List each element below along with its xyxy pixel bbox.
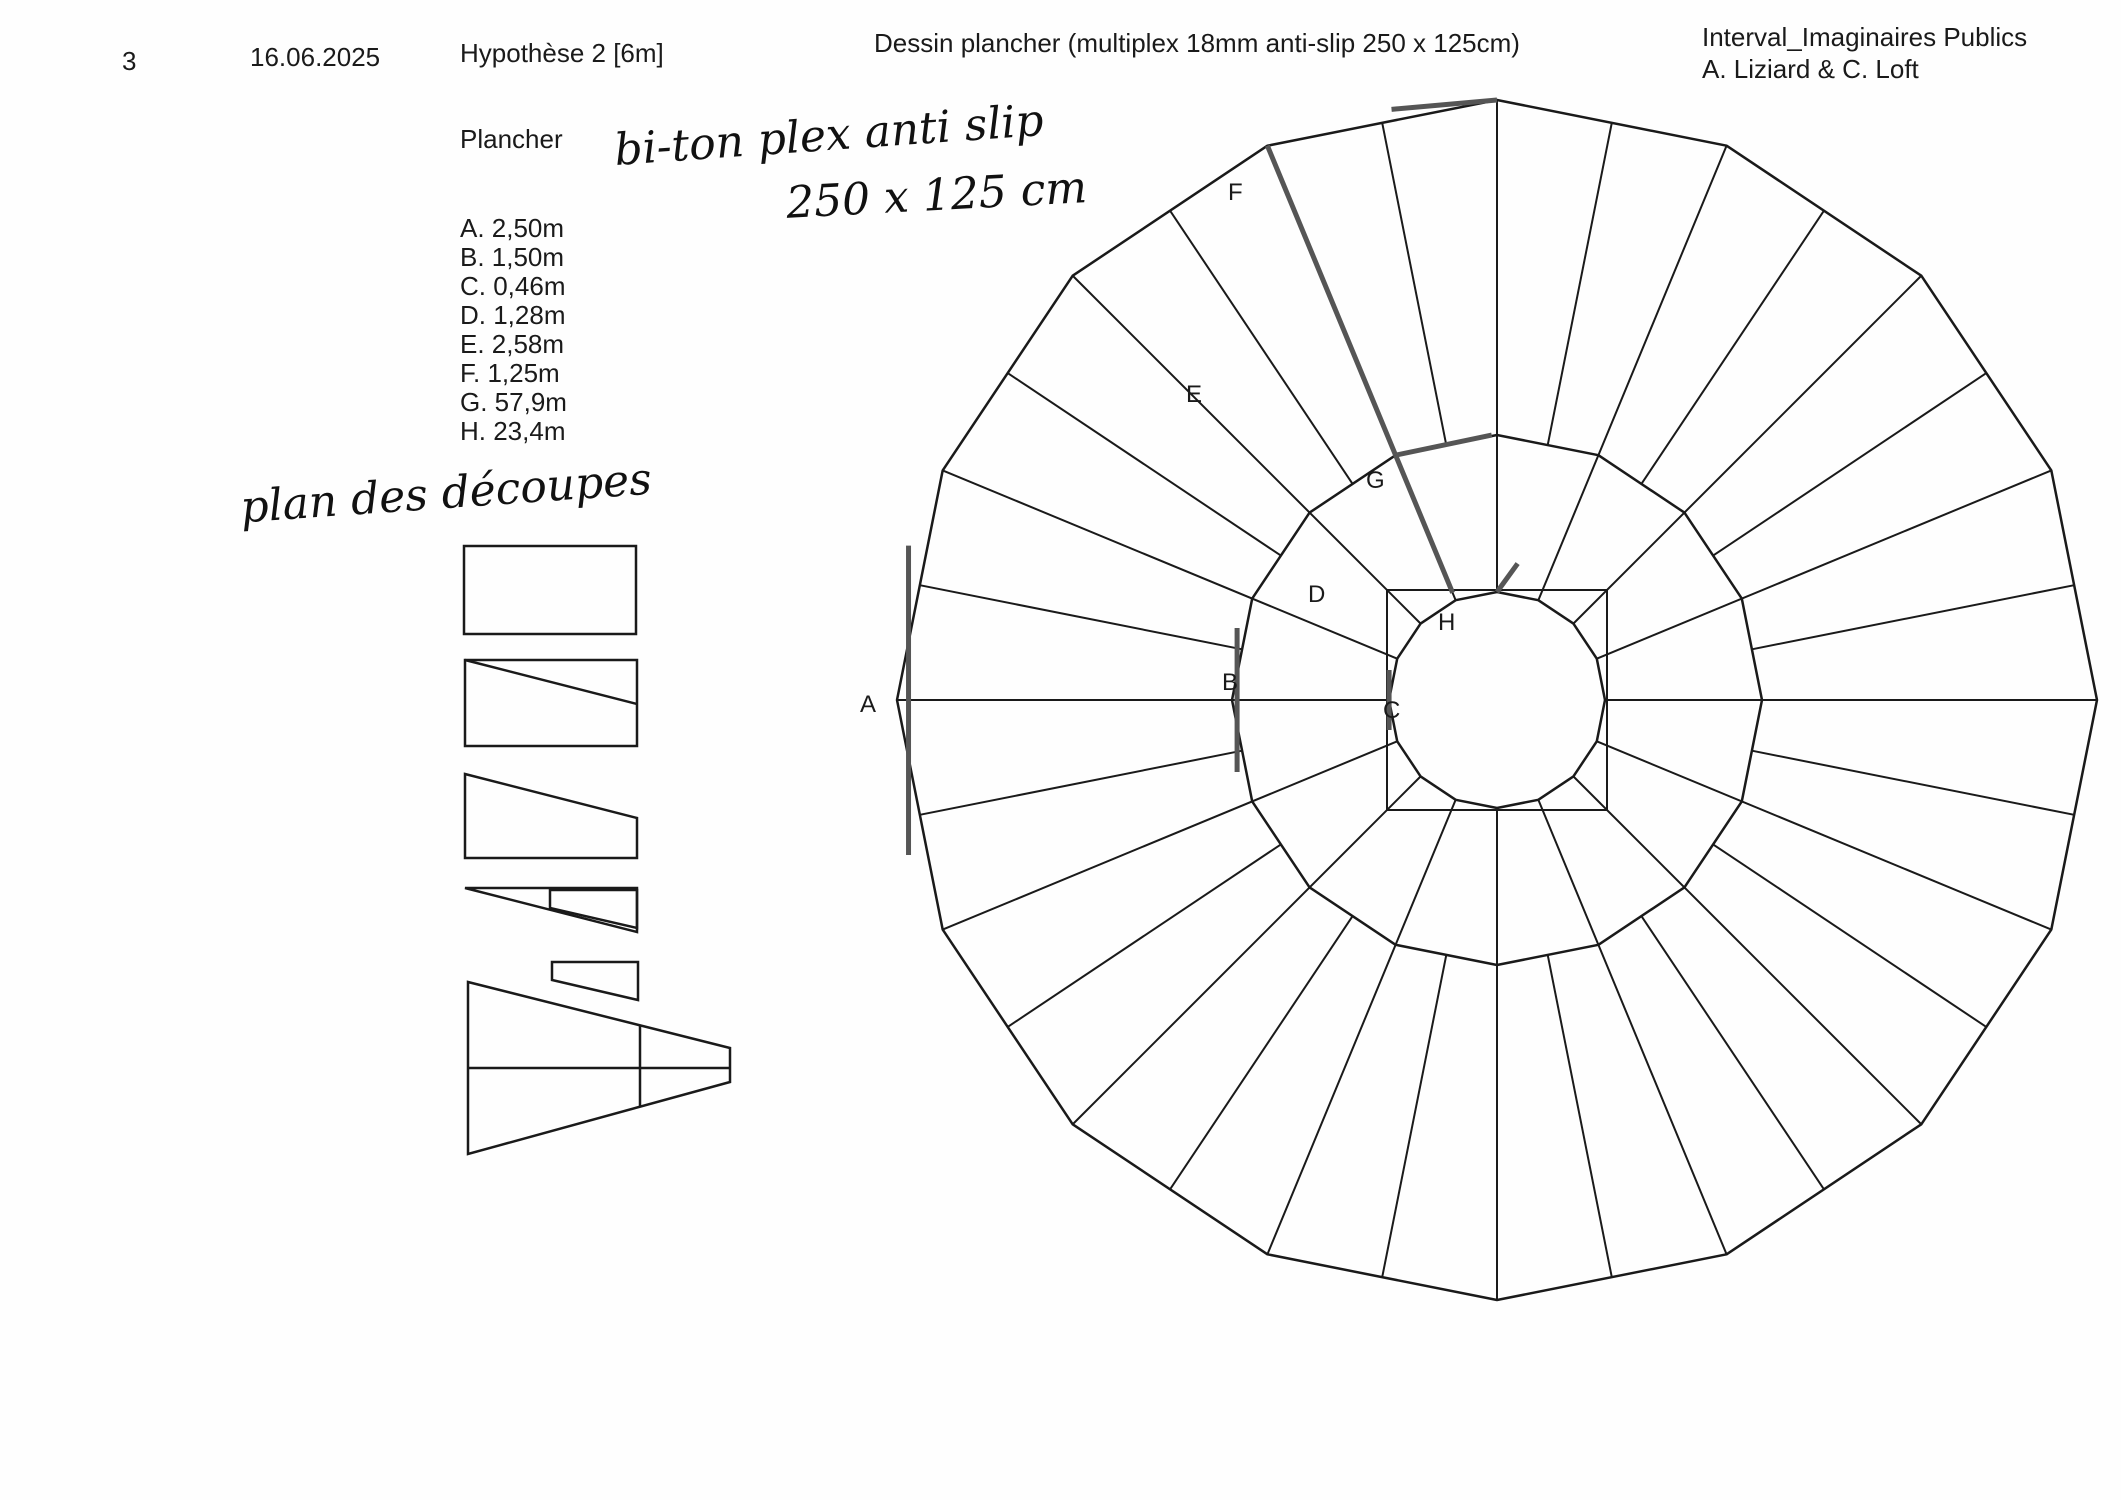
panel-split-line — [1752, 751, 2074, 815]
panel-split-line — [920, 751, 1242, 815]
hypothesis-label: Hypothèse 2 [6m] — [460, 38, 664, 68]
panel-split-line — [1548, 123, 1612, 445]
legend-item-d: D. 1,28m — [460, 300, 566, 330]
measure-f — [1392, 100, 1497, 109]
cut-triangle-inner — [550, 890, 637, 928]
panel-split-line — [1641, 211, 1824, 484]
legend-item-a: A. 2,50m — [460, 213, 565, 243]
measure-g — [1396, 435, 1492, 455]
cut-small-wedge — [552, 962, 638, 1000]
cut-sheet-full — [464, 546, 636, 634]
legend-item-b: B. 1,50m — [460, 242, 565, 272]
label-e: E — [1186, 381, 1203, 408]
panel-split-line — [1170, 916, 1353, 1189]
organization-label: Interval_Imaginaires Publics — [1702, 22, 2028, 52]
diagram-labels — [860, 179, 1455, 724]
handwritten-cut-plan-note: plan des découpes — [238, 453, 654, 534]
panel-split-line — [1713, 373, 1986, 556]
panel-split-line — [1382, 123, 1446, 445]
panel-split-line — [1713, 844, 1986, 1027]
label-a: A — [860, 691, 877, 718]
radial-line — [1573, 276, 1921, 624]
radial-line — [1073, 276, 1421, 624]
inner-polygon — [1389, 592, 1605, 808]
panel-split-line — [1008, 844, 1281, 1027]
label-c: C — [1383, 697, 1401, 724]
panel-split-line — [920, 585, 1242, 649]
label-b: B — [1222, 669, 1239, 696]
radial-line — [1073, 776, 1421, 1124]
panel-split-line — [1548, 955, 1612, 1277]
cut-plan-sketches — [464, 546, 730, 1154]
measure-e — [1267, 146, 1395, 455]
measure-h — [1497, 564, 1518, 592]
drawing-title: Dessin plancher (multiplex 18mm anti-slip 250 x 125cm) — [874, 28, 1520, 58]
panel-split-line — [1641, 916, 1824, 1189]
label-g: G — [1366, 467, 1385, 494]
floor-plan — [897, 100, 2097, 1300]
cut-sheet-diagonal-line — [465, 660, 637, 704]
page-number: 3 — [122, 46, 137, 76]
panel-split-line — [1170, 211, 1353, 484]
legend-item-e: E. 2,58m — [460, 329, 565, 359]
authors-label: A. Liziard & C. Loft — [1702, 54, 1919, 84]
panel-split-line — [1752, 585, 2074, 649]
panel-split-line — [1382, 955, 1446, 1277]
label-h: H — [1438, 609, 1456, 636]
cut-sheet-diagonal — [465, 660, 637, 746]
legend-item-g: G. 57,9m — [460, 387, 567, 417]
radial-line — [1573, 776, 1921, 1124]
legend-item-f: F. 1,25m — [460, 358, 560, 388]
legend-item-c: C. 0,46m — [460, 271, 566, 301]
section-label: Plancher — [460, 124, 563, 154]
handwritten-material-note: bi-ton plex anti slip — [612, 95, 1046, 176]
date-label: 16.06.2025 — [250, 42, 381, 72]
panel-split-line — [1008, 373, 1281, 556]
label-d: D — [1308, 581, 1326, 608]
handwritten-size-note: 250 x 125 cm — [784, 162, 1089, 229]
cut-trapezoid — [465, 774, 637, 858]
measure-d — [1396, 455, 1453, 593]
label-f: F — [1228, 179, 1243, 206]
legend-item-h: H. 23,4m — [460, 416, 566, 446]
